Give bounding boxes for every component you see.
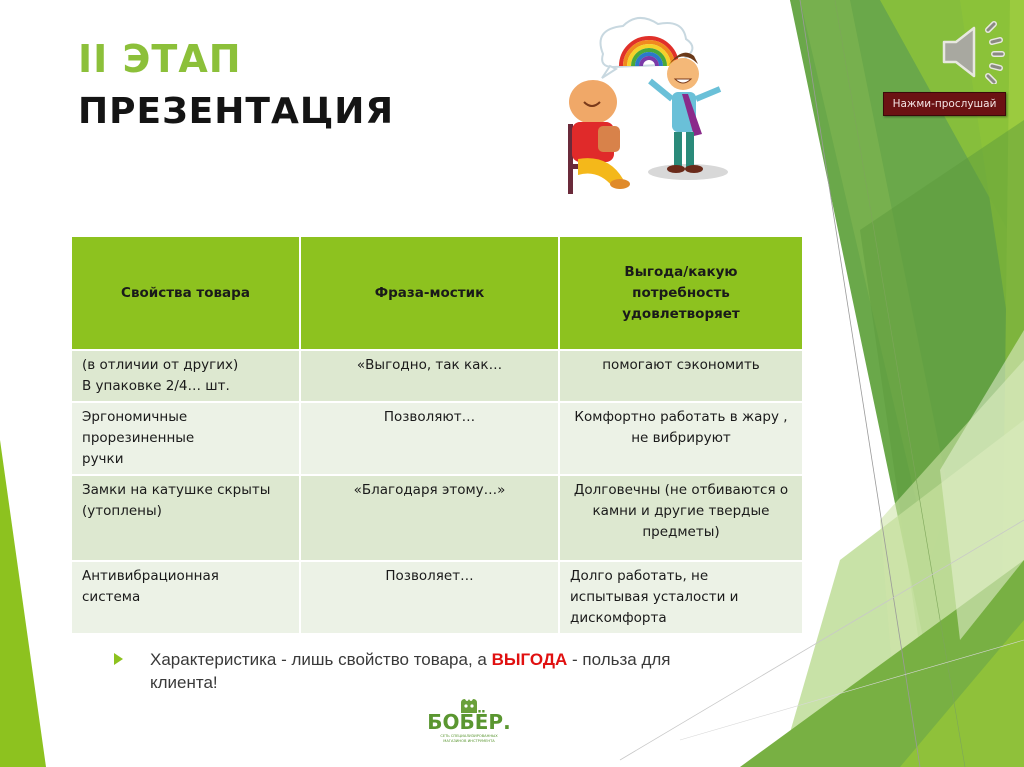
svg-text:СЕТЬ СПЕЦИАЛИЗИРОВАННЫХ: СЕТЬ СПЕЦИАЛИЗИРОВАННЫХ	[440, 734, 498, 738]
header-benefit: Выгода/какую потребность удовлетворяет	[559, 236, 803, 350]
table-row	[71, 475, 803, 561]
cell-property	[71, 350, 300, 402]
table-row	[71, 350, 803, 402]
cell-bridge: «Благодаря этому…»	[300, 475, 559, 561]
logo-text: БОБЁР.	[427, 710, 511, 734]
slide-title	[78, 37, 395, 132]
table-row	[71, 402, 803, 475]
cartoon-illustration	[548, 14, 738, 196]
bullet-text-before: Характеристика - лишь свойство товара, а	[150, 650, 492, 669]
cell-benefit: помогают сэкономить	[559, 350, 803, 402]
cell-bridge: Позволяет…	[300, 561, 559, 634]
table-header-row	[71, 236, 803, 350]
cell-property: Эргономичные прорезиненные ручки	[71, 402, 300, 475]
bullet-point	[114, 648, 734, 694]
cell-benefit: Долговечны (не отбиваются о камни и другие твердые предметы)	[559, 475, 803, 561]
cell-bridge: Позволяют…	[300, 402, 559, 475]
cell-bridge: «Выгодно, так как…	[300, 350, 559, 402]
cell-benefit: Долго работать, не испытывая усталости и дискомфорта	[559, 561, 803, 634]
benefits-table	[70, 235, 804, 635]
cell-property: Замки на катушке скрыты (утоплены)	[71, 475, 300, 561]
table-row	[71, 561, 803, 634]
header-bridge-phrase: Фраза-мостик	[300, 236, 559, 350]
bullet-text-after: - польза для клиента!	[150, 650, 671, 692]
triangle-bullet-icon	[114, 653, 123, 665]
cell-benefit: Комфортно работать в жару , не вибрируют	[559, 402, 803, 475]
bullet-highlight: ВЫГОДА	[491, 650, 568, 669]
title-stage: II ЭТАП	[78, 37, 242, 81]
cell-property: Антивибрационная система	[71, 561, 300, 634]
bober-logo	[425, 697, 513, 745]
svg-text:МАГАЗИНОВ ИНСТРУМЕНТА: МАГАЗИНОВ ИНСТРУМЕНТА	[443, 739, 495, 743]
speaker-icon[interactable]	[940, 20, 1008, 84]
listen-button[interactable]: Нажми-прослушай	[883, 92, 1006, 116]
header-property: Свойства товара	[71, 236, 300, 350]
property-line1: (в отличии от других)	[82, 357, 239, 373]
bullet-text	[150, 648, 734, 694]
title-presentation: ПРЕЗЕНТАЦИЯ	[78, 91, 395, 132]
property-line2: В упаковке 2/4… шт.	[82, 378, 230, 394]
